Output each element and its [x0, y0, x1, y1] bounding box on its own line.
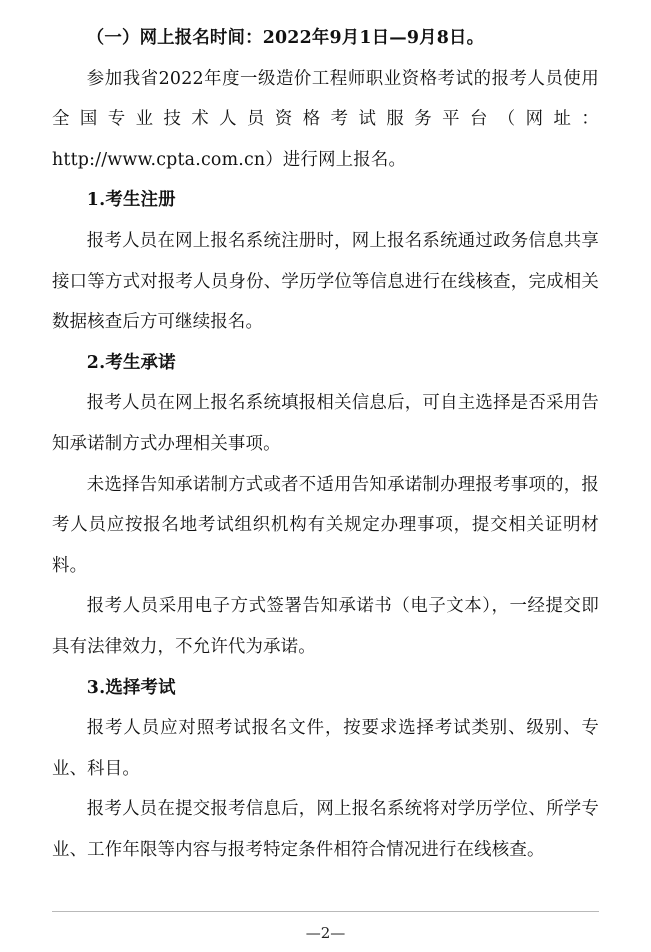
paragraph-select-exam-category: 报考人员应对照考试报名文件，按要求选择考试类别、级别、专业、科目。 [52, 718, 599, 779]
document-body [52, 18, 599, 870]
paragraph-commitment-choice: 报考人员在网上报名系统填报相关信息后，可自主选择是否采用告知承诺制方式办理相关事项。 [52, 393, 599, 454]
paragraph-candidate-registration: 报考人员在网上报名系统注册时，网上报名系统通过政务信息共享接口等方式对报考人员身份、学历学位等信息进行在线核查，完成相关数据核查后方可继续报名。 [52, 230, 599, 333]
paragraph-commitment-electronic: 报考人员采用电子方式签署告知承诺书（电子文本），一经提交即具有法律效力，不允许代为承诺。 [52, 596, 599, 657]
section-title-registration-time: （一）网上报名时间：2022年9月1日—9月8日。 [86, 28, 485, 48]
heading-select-exam: 3.选择考试 [86, 677, 176, 698]
heading-candidate-commitment: 2.考生承诺 [86, 352, 176, 373]
page-number: —2— [305, 924, 346, 942]
paragraph-online-verification: 报考人员在提交报考信息后，网上报名系统将对学历学位、所学专业、工作年限等内容与报考特定条件相符合情况进行在线核查。 [52, 799, 599, 860]
paragraph-commitment-not-selected: 未选择告知承诺制方式或者不适用告知承诺制办理报考事项的，报考人员应按报名地考试组织机构有关规定办理事项，提交相关证明材料。 [52, 474, 599, 576]
heading-candidate-registration: 1.考生注册 [86, 190, 176, 211]
footer-divider [52, 911, 599, 912]
paragraph-platform-intro: 参加我省2022年度一级造价工程师职业资格考试的报考人员使用全国专业技术人员资格考试服务平台（网址：http://www.cpta.com.cn）进行网上报名。 [52, 68, 599, 170]
